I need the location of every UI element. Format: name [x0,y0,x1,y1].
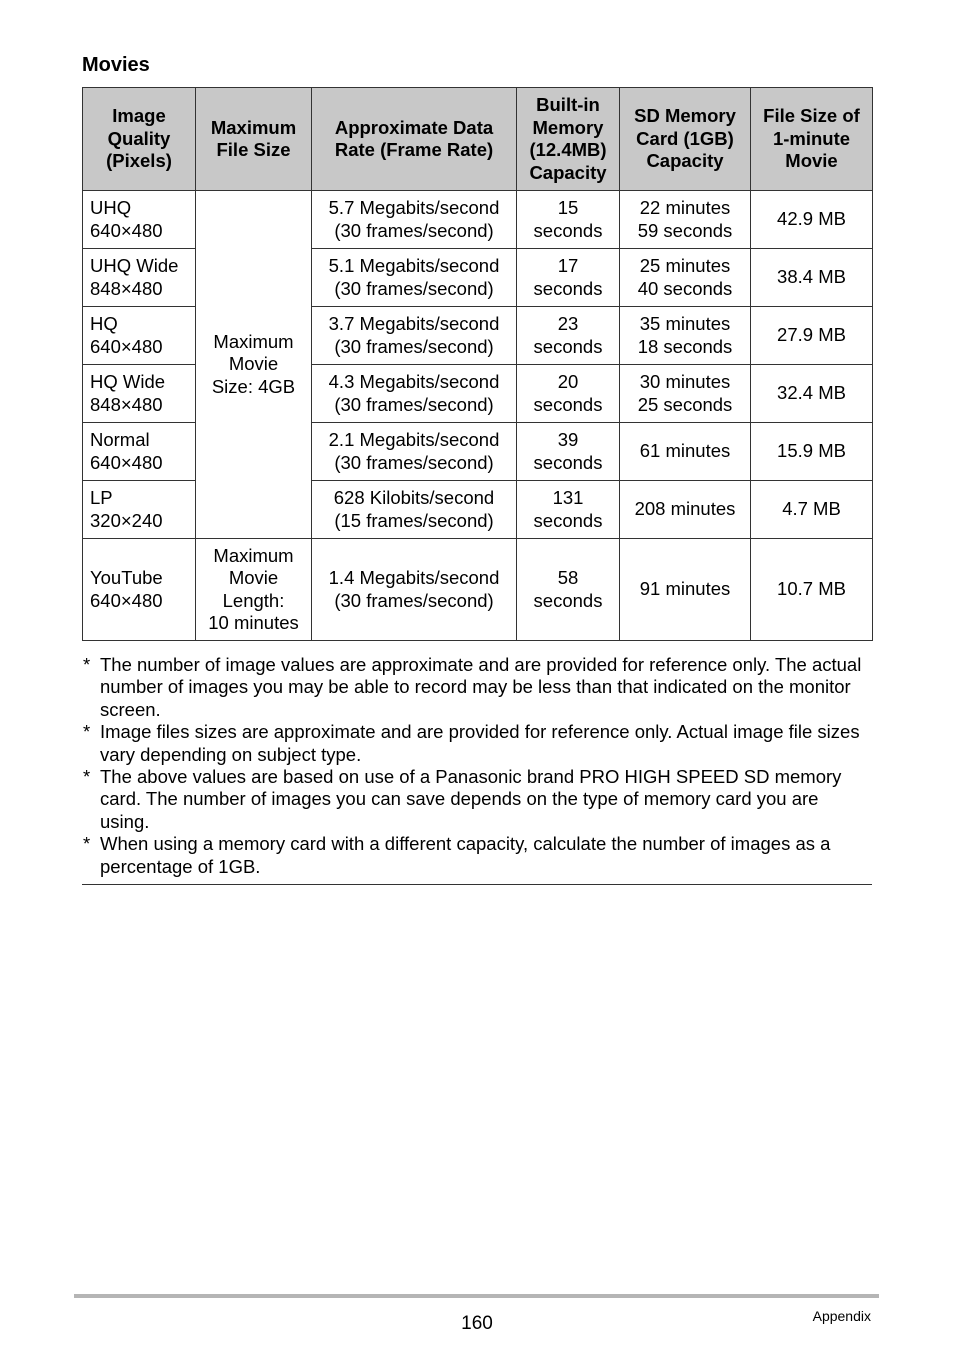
cell-quality: LP 320×240 [83,481,196,539]
footnotes-list [82,654,872,885]
cell-file-size: 4.7 MB [751,481,873,539]
cell-quality: HQ 640×480 [83,307,196,365]
cell-sd: 61 minutes [620,423,751,481]
asterisk-marker: * [83,833,91,855]
cell-builtin: 58 seconds [517,539,620,641]
cell-file-size: 32.4 MB [751,365,873,423]
movie-specs-table [82,87,873,641]
cell-data-rate: 2.1 Megabits/second (30 frames/second) [312,423,517,481]
cell-file-size: 38.4 MB [751,249,873,307]
cell-sd: 208 minutes [620,481,751,539]
table-header-row [83,88,873,191]
asterisk-marker: * [83,766,91,788]
header-file-size: File Size of 1-minute Movie [751,88,873,191]
footnote: * When using a memory card with a different capacity, calculate the number of images as a percentage of 1GB. [83,833,831,877]
table-row-youtube [83,539,873,641]
cell-quality: Normal 640×480 [83,423,196,481]
section-label: Appendix [812,1308,871,1324]
cell-sd: 22 minutes 59 seconds [620,191,751,249]
cell-quality: UHQ 640×480 [83,191,196,249]
cell-file-size: 10.7 MB [751,539,873,641]
footnote: * The number of image values are approximate and are provided for reference only. The actual number of images you may be able to record may be less than that indicated on the monitor screen. [83,654,862,720]
cell-builtin: 15 seconds [517,191,620,249]
header-max-file-size: Maximum File Size [196,88,312,191]
cell-sd: 30 minutes 25 seconds [620,365,751,423]
cell-sd: 25 minutes 40 seconds [620,249,751,307]
cell-data-rate: 5.7 Megabits/second (30 frames/second) [312,191,517,249]
header-image-quality: Image Quality (Pixels) [83,88,196,191]
asterisk-marker: * [83,721,91,743]
cell-quality: YouTube 640×480 [83,539,196,641]
cell-data-rate: 3.7 Megabits/second (30 frames/second) [312,307,517,365]
header-sd-card: SD Memory Card (1GB) Capacity [620,88,751,191]
cell-max-file-size: Maximum Movie Size: 4GB [196,191,312,539]
header-data-rate: Approximate Data Rate (Frame Rate) [312,88,517,191]
cell-sd: 35 minutes 18 seconds [620,307,751,365]
page-number: 160 [461,1313,493,1334]
cell-file-size: 15.9 MB [751,423,873,481]
cell-data-rate: 4.3 Megabits/second (30 frames/second) [312,365,517,423]
cell-builtin: 23 seconds [517,307,620,365]
cell-builtin: 131 seconds [517,481,620,539]
cell-builtin: 39 seconds [517,423,620,481]
cell-file-size: 27.9 MB [751,307,873,365]
cell-data-rate: 1.4 Megabits/second (30 frames/second) [312,539,517,641]
asterisk-marker: * [83,654,91,675]
section-heading: Movies [82,54,150,76]
cell-sd: 91 minutes [620,539,751,641]
cell-data-rate: 628 Kilobits/second (15 frames/second) [312,481,517,539]
cell-quality: UHQ Wide 848×480 [83,249,196,307]
cell-builtin: 17 seconds [517,249,620,307]
table-row [83,191,873,249]
header-builtin-memory: Built-in Memory (12.4MB) Capacity [517,88,620,191]
cell-data-rate: 5.1 Megabits/second (30 frames/second) [312,249,517,307]
footnote: * The above values are based on use of a Panasonic brand PRO HIGH SPEED SD memory card. The number of images you can save depends on the type of memory card you are using. [83,766,842,832]
cell-file-size: 42.9 MB [751,191,873,249]
cell-max-file-size: Maximum Movie Length: 10 minutes [196,539,312,641]
footnote: * Image files sizes are approximate and are provided for reference only. Actual image file sizes vary depending on subject type. [83,721,860,765]
footer-divider [74,1294,879,1298]
cell-builtin: 20 seconds [517,365,620,423]
cell-quality: HQ Wide 848×480 [83,365,196,423]
